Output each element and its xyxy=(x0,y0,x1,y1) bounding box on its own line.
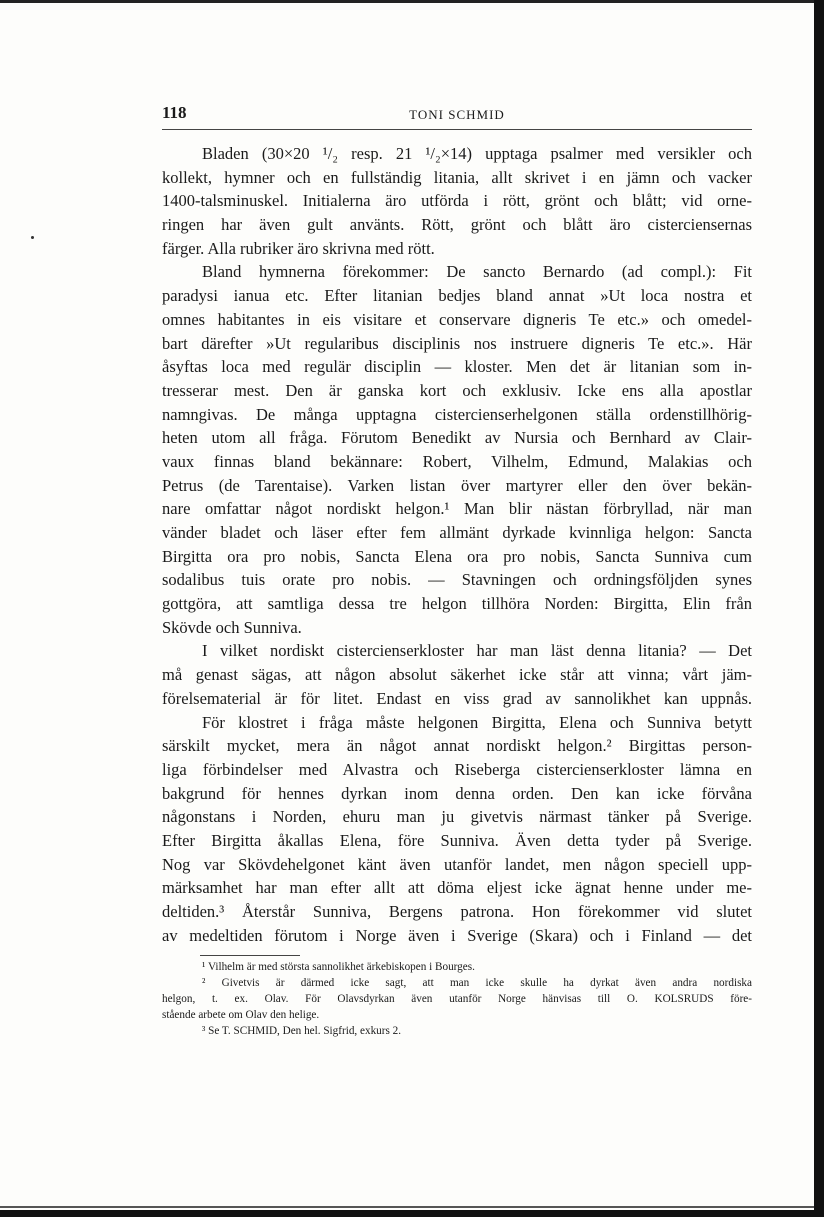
text-line: Bladen (30×20 ¹/₂ resp. 21 ¹/₂×14) upptaga psalmer med versikler och xyxy=(202,144,752,163)
text-line: Bland hymnerna förekommer: De sancto Bernardo (ad compl.): Fit xyxy=(202,262,752,282)
text-line: liga förbindelser med Alvastra och Riseberga cistercienserkloster lämna en xyxy=(162,759,752,779)
text-line: kollekt, hymner och en fullständig litania, allt skrivet i en jämn och vacker xyxy=(162,167,752,187)
footnote-line: ¹ Vilhelm är med största sannolikhet ärkebiskopen i Bourges. xyxy=(202,961,475,973)
text-line: omnes habitantes in eis visitare et conservare digneris Te etc.» och omedel- xyxy=(162,309,752,329)
text-line: någonstans i Norden, ehuru man ju givetvis närmast tänker på Sverige. xyxy=(162,807,752,827)
text-line: vaux finnas bland bekännare: Robert, Vilhelm, Edmund, Malakias och xyxy=(162,451,752,471)
scan-speck xyxy=(31,236,34,239)
scan-top-edge xyxy=(0,0,814,3)
page-header xyxy=(162,103,752,130)
text-line: Skövde och Sunniva. xyxy=(162,617,302,637)
scan-bottom-rule xyxy=(0,1206,814,1208)
footnote-line: helgon, t. ex. Olav. För Olavsdyrkan även utanför Norge hänvisas till O. KOLSRUDS före- xyxy=(162,993,752,1005)
text-line: av medeltiden förutom i Norge även i Sverige (Skara) och i Finland — det xyxy=(162,925,752,945)
scan-bottom-edge xyxy=(0,1210,824,1217)
text-line: bakgrund för hennes dyrkan inom denna orden. Den kan icke förvåna xyxy=(162,783,752,803)
text-line: Nog var Skövdehelgonet känt även utanför landet, men någon speciell upp- xyxy=(162,854,752,874)
text-line: Birgitta ora pro nobis, Sancta Elena ora pro nobis, Sancta Sunniva cum xyxy=(162,546,752,566)
text-line: Efter Birgitta åkallas Elena, före Sunniva. Även detta tyder på Sverige. xyxy=(162,830,752,850)
text-line: heten utom all fråga. Förutom Benedikt av Nursia och Bernhard av Clair- xyxy=(162,428,752,448)
page-number: 118 xyxy=(162,103,187,122)
text-line: deltiden.³ Återstår Sunniva, Bergens patrona. Hon förekommer vid slutet xyxy=(162,902,752,921)
footnotes xyxy=(162,959,752,1039)
text-line: åsyftas loca med regulär disciplin — kloster. Men det är litanian som in- xyxy=(162,357,752,377)
text-line: tresserar mest. Den är ganska kort och exklusiv. Icke ens alla apostlar xyxy=(162,380,752,400)
text-line: gottgöra, att samtliga dessa tre helgon tillhöra Norden: Birgitta, Elin från xyxy=(162,594,752,614)
text-line: namngivas. De många upptagna cistercienserhelgonen ställa ordenstillhörig- xyxy=(162,404,752,424)
text-line: bart därefter »Ut regularibus disciplinis nos instruere digneris Te etc.». Här xyxy=(162,333,752,353)
text-line: särskilt mycket, mera än något annat nordiskt helgon.² Birgittas person- xyxy=(162,736,752,756)
text-line: I vilket nordiskt cistercienserkloster har man läst denna litania? — Det xyxy=(202,641,752,661)
text-line: Petrus (de Tarentaise). Varken listan över martyrer eller den över bekän- xyxy=(162,475,752,495)
text-line: 1400-talsminuskel. Initialerna äro utförda i rött, grönt och blått; vid orne- xyxy=(162,191,752,211)
text-line: färger. Alla rubriker äro skrivna med rött. xyxy=(162,238,435,258)
footnote-line: stående arbete om Olav den helige. xyxy=(162,1009,320,1021)
footnote-rule xyxy=(200,955,300,956)
text-line: nare omfattar något nordiskt helgon.¹ Man blir nästan förbryllad, när man xyxy=(162,499,752,519)
text-line: märksamhet har man efter allt att döma eljest icke ägnat henne under me- xyxy=(162,878,752,898)
footnote-line: ² Givetvis är därmed icke sagt, att man icke skulle ha dyrkat även andra nordiska xyxy=(202,977,752,989)
text-line: må genast sägas, att någon absolut säkerhet icke står att vinna; vårt jäm- xyxy=(162,665,752,685)
text-line: För klostret i fråga måste helgonen Birgitta, Elena och Sunniva betytt xyxy=(202,712,752,732)
footnote-line: ³ Se T. SCHMID, Den hel. Sigfrid, exkurs 2. xyxy=(202,1025,402,1037)
scan-right-edge xyxy=(814,0,824,1217)
text-line: ringen har även gult använts. Rött, grönt och blått äro cisterciensernas xyxy=(162,215,752,235)
running-head: TONI SCHMID xyxy=(409,107,505,122)
text-line: sodalibus tuis orate pro nobis. — Stavningen och ordningsföljden synes xyxy=(162,570,752,590)
text-line: vänder bladet och läser efter fem allmänt dyrkade kvinnliga helgon: Sancta xyxy=(162,523,752,542)
body-text xyxy=(162,142,752,947)
text-line: paradysi ianua etc. Efter litanian bedjes bland annat »Ut loca nostra et xyxy=(162,286,752,306)
text-line: förelsematerial är för litet. Endast en viss grad av sannolikhet kan uppnås. xyxy=(162,688,752,708)
